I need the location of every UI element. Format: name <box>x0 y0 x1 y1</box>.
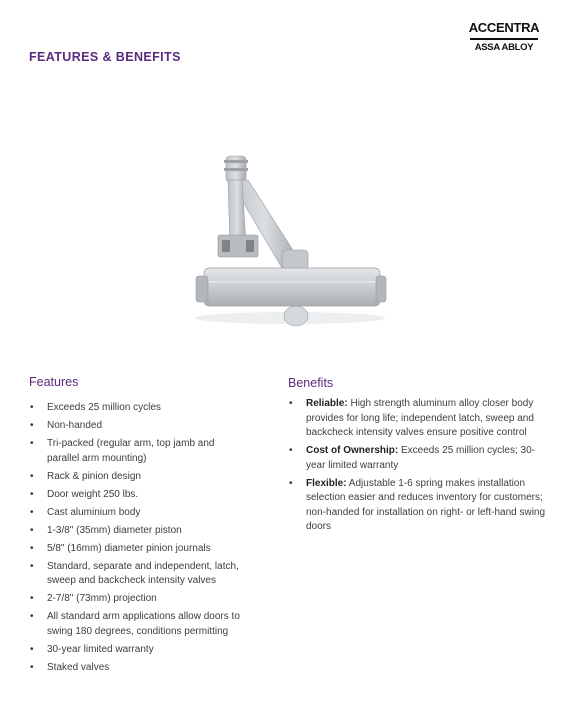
benefit-text: Exceeds 25 million cycles; 30-year limited warranty <box>306 445 535 471</box>
benefits-heading: Benefits <box>288 376 334 390</box>
list-item: • Non-handed <box>47 419 247 434</box>
benefit-label: Reliable: <box>306 398 348 409</box>
benefit-text: High strength aluminum alloy closer body provides for long life; independent latch, sweep and backcheck intensity valves ensure positive control <box>306 398 534 438</box>
bullet-icon: • <box>30 402 34 413</box>
bullet-icon: • <box>30 560 34 572</box>
accentra-logo <box>468 20 540 56</box>
list-item: • 1-3/8" (35mm) diameter piston <box>47 524 247 539</box>
list-item: • Door weight 250 lbs. <box>47 488 247 503</box>
bullet-icon: • <box>289 445 293 456</box>
logo-divider <box>470 38 538 40</box>
bullet-icon: • <box>30 438 34 449</box>
list-item: • Tri-packed (regular arm, top jamb and parallel arm mounting) <box>30 438 215 464</box>
bullet-icon: • <box>30 661 34 673</box>
list-item <box>289 477 546 535</box>
list-item: • 2-7/8" (73mm) projection <box>47 592 247 607</box>
page-title: FEATURES & BENEFITS <box>29 50 181 64</box>
bullet-icon: • <box>30 593 34 604</box>
list-item: • Cast aluminium body <box>47 506 247 521</box>
bullet-icon: • <box>30 524 34 536</box>
bullet-icon: • <box>30 611 34 622</box>
features-heading: Features <box>29 375 79 389</box>
list-item: • Staked valves <box>47 661 247 676</box>
list-item: • Exceeds 25 million cycles <box>47 401 247 416</box>
bullet-icon: • <box>289 398 293 409</box>
bullet-icon: • <box>30 488 34 500</box>
benefit-label: Cost of Ownership: <box>306 445 399 456</box>
list-item: • 5/8" (16mm) diameter pinion journals <box>47 542 247 557</box>
bullet-icon: • <box>30 470 34 482</box>
list-item <box>289 444 546 473</box>
bullet-icon: • <box>30 420 34 431</box>
bullet-icon: • <box>30 643 34 655</box>
list-item: • Standard, separate and independent, latch, sweep and backcheck intensity valves <box>30 560 239 586</box>
door-closer-image <box>190 150 390 340</box>
benefits-list <box>289 397 546 538</box>
benefit-label: Flexible: <box>306 477 347 489</box>
logo-brand: ACCENTRA <box>468 20 540 35</box>
list-item: • All standard arm applications allow doors to swing 180 degrees, conditions permitting <box>30 611 240 637</box>
list-item <box>289 397 546 441</box>
features-list <box>30 401 247 679</box>
bullet-icon: • <box>30 542 34 554</box>
list-item: • Rack & pinion design <box>47 470 247 485</box>
logo-parent: ASSA ABLOY <box>474 41 534 53</box>
benefit-text: Adjustable 1-6 spring makes installation selection easier and reduces inventory for customers; non-handed for installation on right- or left-hand swing doors <box>306 477 546 532</box>
bullet-icon: • <box>289 477 293 489</box>
list-item: • 30-year limited warranty <box>47 643 247 658</box>
bullet-icon: • <box>30 506 34 518</box>
